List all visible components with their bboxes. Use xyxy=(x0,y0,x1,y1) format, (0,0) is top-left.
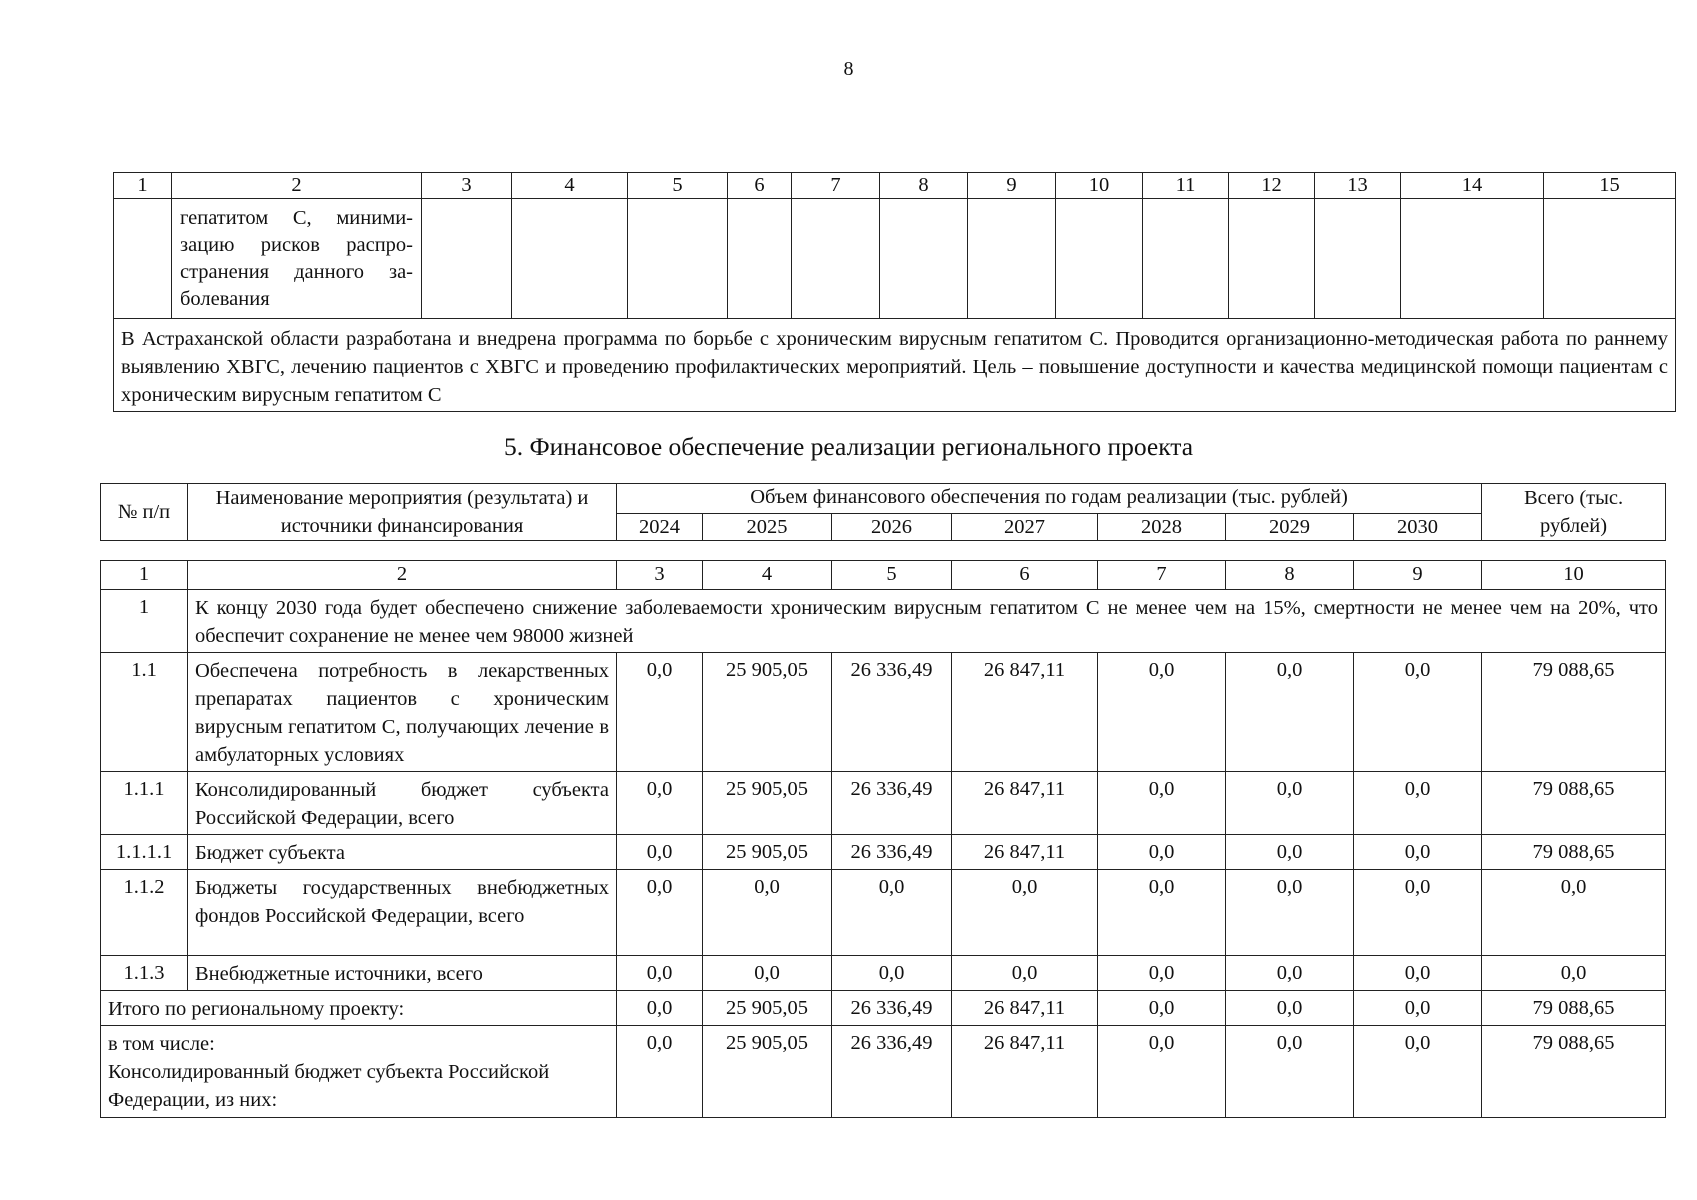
value-cell: 0,0 xyxy=(1354,835,1482,870)
column-number: 8 xyxy=(1226,561,1354,590)
column-number: 6 xyxy=(728,173,792,199)
year-header: 2025 xyxy=(703,513,832,540)
row-number: 1.1.1.1 xyxy=(101,835,188,870)
value-cell: 79 088,65 xyxy=(1482,1026,1666,1118)
note-row xyxy=(114,319,1676,412)
column-number: 3 xyxy=(617,561,703,590)
column-number: 2 xyxy=(188,561,617,590)
value-cell: 0,0 xyxy=(1354,870,1482,956)
row-name: Внебюджетные источники, всего xyxy=(188,956,617,991)
value-cell: 26 336,49 xyxy=(832,1026,952,1118)
value-cell: 25 905,05 xyxy=(703,653,832,772)
value-cell: 0,0 xyxy=(1226,991,1354,1026)
column-number: 9 xyxy=(1354,561,1482,590)
value-cell: 0,0 xyxy=(1098,991,1226,1026)
page-number: 8 xyxy=(843,58,854,80)
value-cell: 0,0 xyxy=(1098,772,1226,835)
year-header: 2024 xyxy=(617,513,703,540)
value-cell: 26 847,11 xyxy=(952,772,1098,835)
header-volume: Объем финансового обеспечения по годам реализации (тыс. рублей) xyxy=(617,484,1482,514)
value-cell: 79 088,65 xyxy=(1482,835,1666,870)
row-name: Бюджеты государственных внебюджетных фондов Российской Федерации, всего xyxy=(188,870,617,956)
value-cell: 0,0 xyxy=(1354,653,1482,772)
section-title: 5. Финансовое обеспечение реализации регионального проекта xyxy=(503,432,1194,461)
value-cell: 0,0 xyxy=(1354,1026,1482,1118)
value-cell: 0,0 xyxy=(952,956,1098,991)
text-line: странения данного за- xyxy=(180,261,413,283)
value-cell: 25 905,05 xyxy=(703,835,832,870)
value-cell: 0,0 xyxy=(1098,1026,1226,1118)
column-number: 4 xyxy=(703,561,832,590)
continuation-table xyxy=(113,172,1676,412)
value-cell: 0,0 xyxy=(1226,1026,1354,1118)
continued-row xyxy=(114,199,1676,319)
table-row xyxy=(101,772,1666,835)
value-cell: 0,0 xyxy=(1354,991,1482,1026)
value-cell: 0,0 xyxy=(703,956,832,991)
table-row xyxy=(101,835,1666,870)
value-cell: 26 336,49 xyxy=(832,772,952,835)
column-number: 9 xyxy=(968,173,1056,199)
text-line: болевания xyxy=(180,288,270,310)
column-number: 11 xyxy=(1143,173,1229,199)
year-header: 2030 xyxy=(1354,513,1482,540)
column-number: 10 xyxy=(1056,173,1143,199)
value-cell: 0,0 xyxy=(1226,870,1354,956)
column-number-row xyxy=(114,173,1676,199)
value-cell: 0,0 xyxy=(617,956,703,991)
column-number: 10 xyxy=(1482,561,1666,590)
value-cell: 0,0 xyxy=(617,1026,703,1118)
value-cell: 79 088,65 xyxy=(1482,653,1666,772)
value-cell: 0,0 xyxy=(1226,956,1354,991)
value-cell: 0,0 xyxy=(1482,956,1666,991)
value-cell: 0,0 xyxy=(703,870,832,956)
year-header: 2029 xyxy=(1226,513,1354,540)
column-number: 5 xyxy=(832,561,952,590)
value-cell: 26 847,11 xyxy=(952,653,1098,772)
text-line: зацию рисков распро- xyxy=(180,234,413,256)
value-cell: 26 336,49 xyxy=(832,653,952,772)
header-num: № п/п xyxy=(101,484,188,541)
text-line: гепатитом С, миними- xyxy=(180,207,413,229)
value-cell: 26 847,11 xyxy=(952,991,1098,1026)
goal-text: К концу 2030 года будет обеспечено снижение заболеваемости хроническим вирусным гепатитом С не менее чем на 15%, смертности не менее чем на 20%, что обеспечит сохранение не менее чем 98000 жизней xyxy=(188,590,1666,653)
column-number: 14 xyxy=(1401,173,1544,199)
value-cell: 0,0 xyxy=(1098,870,1226,956)
column-number: 8 xyxy=(880,173,968,199)
value-cell: 0,0 xyxy=(1354,956,1482,991)
year-header: 2026 xyxy=(832,513,952,540)
table-row xyxy=(101,870,1666,956)
total-row xyxy=(101,991,1666,1026)
total-label: Итого по региональному проекту: xyxy=(101,991,617,1026)
column-number: 5 xyxy=(628,173,728,199)
row-name: Бюджет субъекта xyxy=(188,835,617,870)
value-cell: 0,0 xyxy=(1098,956,1226,991)
column-number: 13 xyxy=(1315,173,1401,199)
value-cell: 25 905,05 xyxy=(703,991,832,1026)
column-number: 3 xyxy=(422,173,512,199)
column-number: 12 xyxy=(1229,173,1315,199)
value-cell: 0,0 xyxy=(1098,653,1226,772)
column-number: 4 xyxy=(512,173,628,199)
value-cell: 0,0 xyxy=(1098,835,1226,870)
goal-row xyxy=(101,590,1666,653)
column-number: 1 xyxy=(101,561,188,590)
row-number: 1.1 xyxy=(101,653,188,772)
column-number-row xyxy=(101,561,1666,590)
value-cell: 0,0 xyxy=(617,653,703,772)
value-cell: 0,0 xyxy=(832,956,952,991)
value-cell: 26 847,11 xyxy=(952,835,1098,870)
header-name: Наименование мероприятия (результата) и источники финансирования xyxy=(188,484,617,541)
value-cell: 0,0 xyxy=(832,870,952,956)
value-cell: 0,0 xyxy=(1226,653,1354,772)
continued-text xyxy=(172,199,422,319)
column-number: 7 xyxy=(792,173,880,199)
column-number: 15 xyxy=(1544,173,1676,199)
value-cell: 0,0 xyxy=(952,870,1098,956)
value-cell: 79 088,65 xyxy=(1482,991,1666,1026)
row-name: Консолидированный бюджет субъекта Российской Федерации, всего xyxy=(188,772,617,835)
header-total: Всего (тыс. рублей) xyxy=(1482,484,1666,541)
finance-table xyxy=(100,560,1666,1118)
row-name: Обеспечена потребность в лекарственных препаратах пациентов с хроническим вирусным гепатитом С, получающих лечение в амбулаторных условиях xyxy=(188,653,617,772)
value-cell: 25 905,05 xyxy=(703,1026,832,1118)
column-number: 1 xyxy=(114,173,172,199)
finance-header-table xyxy=(100,483,1666,541)
value-cell: 0,0 xyxy=(617,991,703,1026)
value-cell: 0,0 xyxy=(617,835,703,870)
row-number: 1.1.3 xyxy=(101,956,188,991)
total-row xyxy=(101,1026,1666,1118)
table-row xyxy=(101,653,1666,772)
value-cell: 79 088,65 xyxy=(1482,772,1666,835)
year-header: 2028 xyxy=(1098,513,1226,540)
table-row xyxy=(101,956,1666,991)
value-cell: 26 336,49 xyxy=(832,991,952,1026)
row-number: 1.1.1 xyxy=(101,772,188,835)
program-note: В Астраханской области разработана и внедрена программа по борьбе с хроническим вирусным гепатитом С. Проводится организационно-методическая работа по раннему выявлению ХВГС, лечению пациентов с ХВГС и проведению профилактических мероприятий. Цель – повышение доступности и качества медицинской помощи пациентам с хроническим вирусным гепатитом С xyxy=(114,319,1676,412)
year-header: 2027 xyxy=(952,513,1098,540)
value-cell: 0,0 xyxy=(617,772,703,835)
value-cell: 0,0 xyxy=(1226,772,1354,835)
value-cell: 26 847,11 xyxy=(952,1026,1098,1118)
column-number: 6 xyxy=(952,561,1098,590)
goal-num: 1 xyxy=(101,590,188,653)
value-cell: 0,0 xyxy=(1354,772,1482,835)
value-cell: 26 336,49 xyxy=(832,835,952,870)
value-cell: 0,0 xyxy=(1482,870,1666,956)
row-number: 1.1.2 xyxy=(101,870,188,956)
value-cell: 0,0 xyxy=(1226,835,1354,870)
column-number: 7 xyxy=(1098,561,1226,590)
total-label: в том числе: Консолидированный бюджет субъекта Российской Федерации, из них: xyxy=(101,1026,617,1118)
column-number: 2 xyxy=(172,173,422,199)
value-cell: 0,0 xyxy=(617,870,703,956)
value-cell: 25 905,05 xyxy=(703,772,832,835)
